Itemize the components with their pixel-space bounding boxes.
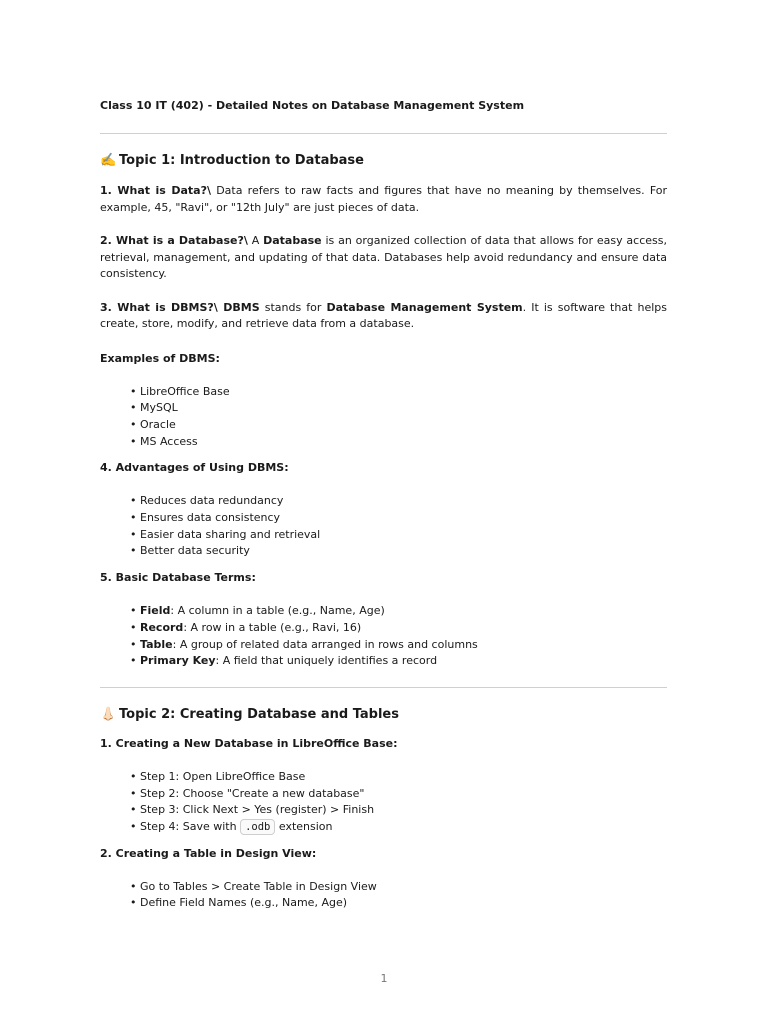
term-desc: : A field that uniquely identifies a record [215,654,438,668]
term-name: Table [140,637,173,651]
topic-2-heading [100,705,667,725]
advantages-list [100,493,667,560]
list-item [130,637,667,654]
question-label: 2. What is a Database?\ [100,234,248,247]
term-desc: : A column in a table (e.g., Name, Age) [170,604,385,618]
list-item: • Step 3: Click Next > Yes (register) > Finish [130,802,667,819]
what-is-data-paragraph [100,183,667,216]
terms-heading: 5. Basic Database Terms: [100,571,256,585]
steps-list [100,769,667,836]
answer-text: A [247,234,264,247]
step-text: Step 4: Save with [140,820,241,834]
answer-text: . It is software that helps create, store, modify, and retrieve data from a database. [100,300,667,330]
answer-text: stands for [259,300,327,314]
answer-text: Data refers to raw facts and figures that have no meaning by themselves. For example, 45, "Ravi", or "12th July" are just pieces of data. [100,184,668,214]
term-name: Record [140,620,184,634]
list-item: • Oracle [130,417,667,434]
step-text: extension [275,820,333,834]
document-title: Class 10 IT (402) - Detailed Notes on Database Management System [100,99,525,112]
list-item: • LibreOffice Base [130,384,667,401]
question-label: 3. What is DBMS?\ [100,300,218,314]
bold-term: DBMS [217,300,260,314]
new-database-heading: 1. Creating a New Database in LibreOffice Base: [100,736,398,750]
list-item: • Easier data sharing and retrieval [130,527,667,544]
terms-list [100,603,667,670]
examples-list [100,384,667,451]
advantages-heading: 4. Advantages of Using DBMS: [100,461,289,475]
list-item: • Ensures data consistency [130,510,667,527]
term-desc: : A group of related data arranged in rows and columns [172,637,478,651]
page-number: 1 [380,972,388,985]
list-item: • Step 2: Choose "Create a new database" [130,786,667,803]
design-view-list [100,879,667,912]
bold-term: Database [263,234,322,247]
topic-1-title: Topic 1: Introduction to Database [119,153,364,168]
design-view-heading: 2. Creating a Table in Design View: [100,846,317,860]
list-item: • Reduces data redundancy [130,493,667,510]
odb-code: .odb [240,819,275,835]
divider [100,687,667,688]
examples-heading: Examples of DBMS: [100,351,220,365]
list-item: • Go to Tables > Create Table in Design View [130,879,667,896]
list-item: • Define Field Names (e.g., Name, Age) [130,895,667,912]
term-name: Primary Key [140,654,216,668]
topic-2-title: Topic 2: Creating Database and Tables [119,706,399,722]
writing-hand-icon: ✍️ [100,153,117,168]
list-item [130,603,667,620]
topic-1-heading [100,151,667,171]
bold-term: Database Management System [326,300,523,314]
what-is-dbms-paragraph [100,300,667,333]
answer-text: is an organized collection of data that allows for easy access, retrieval, management, and updating of that data. Databases help avoid redundancy and ensure data consistency. [100,234,667,280]
term-name: Field [140,604,171,618]
question-label: 1. What is Data?\ [100,184,212,197]
nose-icon: 👃🏻 [100,706,117,722]
list-item [130,819,667,836]
term-desc: : A row in a table (e.g., Ravi, 16) [183,620,362,634]
list-item: • MySQL [130,400,667,417]
list-item: • Better data security [130,543,667,560]
what-is-database-paragraph [100,233,667,283]
list-item [130,653,667,670]
document-page [100,98,667,912]
list-item: • MS Access [130,434,667,451]
list-item: • Step 1: Open LibreOffice Base [130,769,667,786]
list-item [130,620,667,637]
divider [100,133,667,134]
